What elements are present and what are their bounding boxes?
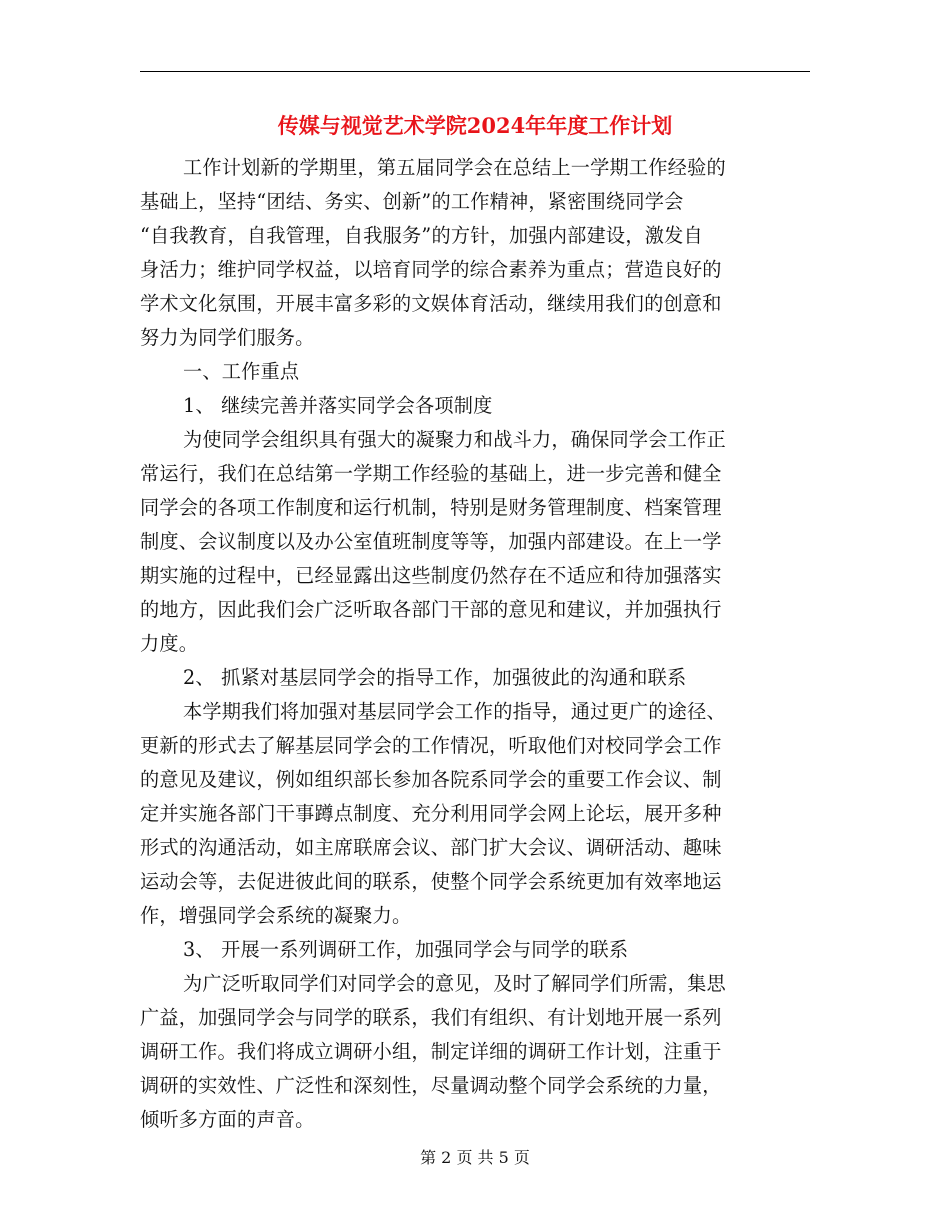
paragraph-line: 调研的实效性、广泛性和深刻性，尽量调动整个同学会系统的力量， <box>140 1074 722 1097</box>
paragraph-line: 为广泛听取同学们对同学会的意见，及时了解同学们所需，集思 <box>183 972 726 995</box>
subsection-heading: 2、 抓紧对基层同学会的指导工作，加强彼此的沟通和联系 <box>183 666 687 689</box>
paragraph-line: 本学期我们将加强对基层同学会工作的指导，通过更广的途径、 <box>183 700 726 723</box>
paragraph-line: 广益，加强同学会与同学的联系，我们有组织、有计划地开展一系列 <box>140 1006 722 1029</box>
paragraph-line: 期实施的过程中，已经显露出这些制度仍然存在不适应和待加强落实 <box>140 564 722 587</box>
subsection-heading: 3、 开展一系列调研工作，加强同学会与同学的联系 <box>183 938 629 961</box>
header-rule <box>140 71 810 72</box>
paragraph-line: 制度、会议制度以及办公室值班制度等等，加强内部建设。在上一学 <box>140 530 722 553</box>
paragraph-line: 定并实施各部门干事蹲点制度、充分利用同学会网上论坛，展开多种 <box>140 802 722 825</box>
paragraph-line: 更新的形式去了解基层同学会的工作情况，听取他们对校同学会工作 <box>140 734 722 757</box>
paragraph-line: 运动会等，去促进彼此间的联系，使整个同学会系统更加有效率地运 <box>140 870 722 893</box>
document-body <box>140 151 810 1137</box>
paragraph-line: 作，增强同学会系统的凝聚力。 <box>140 904 412 927</box>
section-heading: 一、工作重点 <box>183 360 300 383</box>
paragraph-line: “自我教育，自我管理，自我服务”的方针，加强内部建设，激发自 <box>140 224 703 247</box>
paragraph-line: 调研工作。我们将成立调研小组，制定详细的调研工作计划，注重于 <box>140 1040 722 1063</box>
paragraph-line: 学术文化氛围，开展丰富多彩的文娱体育活动，继续用我们的创意和 <box>140 292 722 315</box>
paragraph-line: 同学会的各项工作制度和运行机制，特别是财务管理制度、档案管理 <box>140 496 722 519</box>
paragraph-line: 为使同学会组织具有强大的凝聚力和战斗力，确保同学会工作正 <box>183 428 726 451</box>
paragraph-line: 的地方，因此我们会广泛听取各部门干部的意见和建议，并加强执行 <box>140 598 722 621</box>
page-number: 第 2 页 共 5 页 <box>420 1148 530 1167</box>
paragraph-line: 工作计划新的学期里，第五届同学会在总结上一学期工作经验的 <box>183 156 726 179</box>
paragraph-line: 常运行，我们在总结第一学期工作经验的基础上，进一步完善和健全 <box>140 462 722 485</box>
paragraph-line: 努力为同学们服务。 <box>140 326 315 349</box>
subsection-heading: 1、 继续完善并落实同学会各项制度 <box>183 394 493 417</box>
paragraph-line: 形式的沟通活动，如主席联席会议、部门扩大会议、调研活动、趣味 <box>140 836 722 859</box>
paragraph-line: 倾听多方面的声音。 <box>140 1108 315 1131</box>
paragraph-line: 身活力；维护同学权益，以培育同学的综合素养为重点；营造良好的 <box>140 258 722 281</box>
paragraph-line: 基础上，坚持“团结、务实、创新”的工作精神，紧密围绕同学会 <box>140 190 684 213</box>
paragraph-line: 的意见及建议，例如组织部长参加各院系同学会的重要工作会议、制 <box>140 768 722 791</box>
document-title: 传媒与视觉艺术学院2024年年度工作计划 <box>277 113 673 138</box>
paragraph-line: 力度。 <box>140 632 199 655</box>
